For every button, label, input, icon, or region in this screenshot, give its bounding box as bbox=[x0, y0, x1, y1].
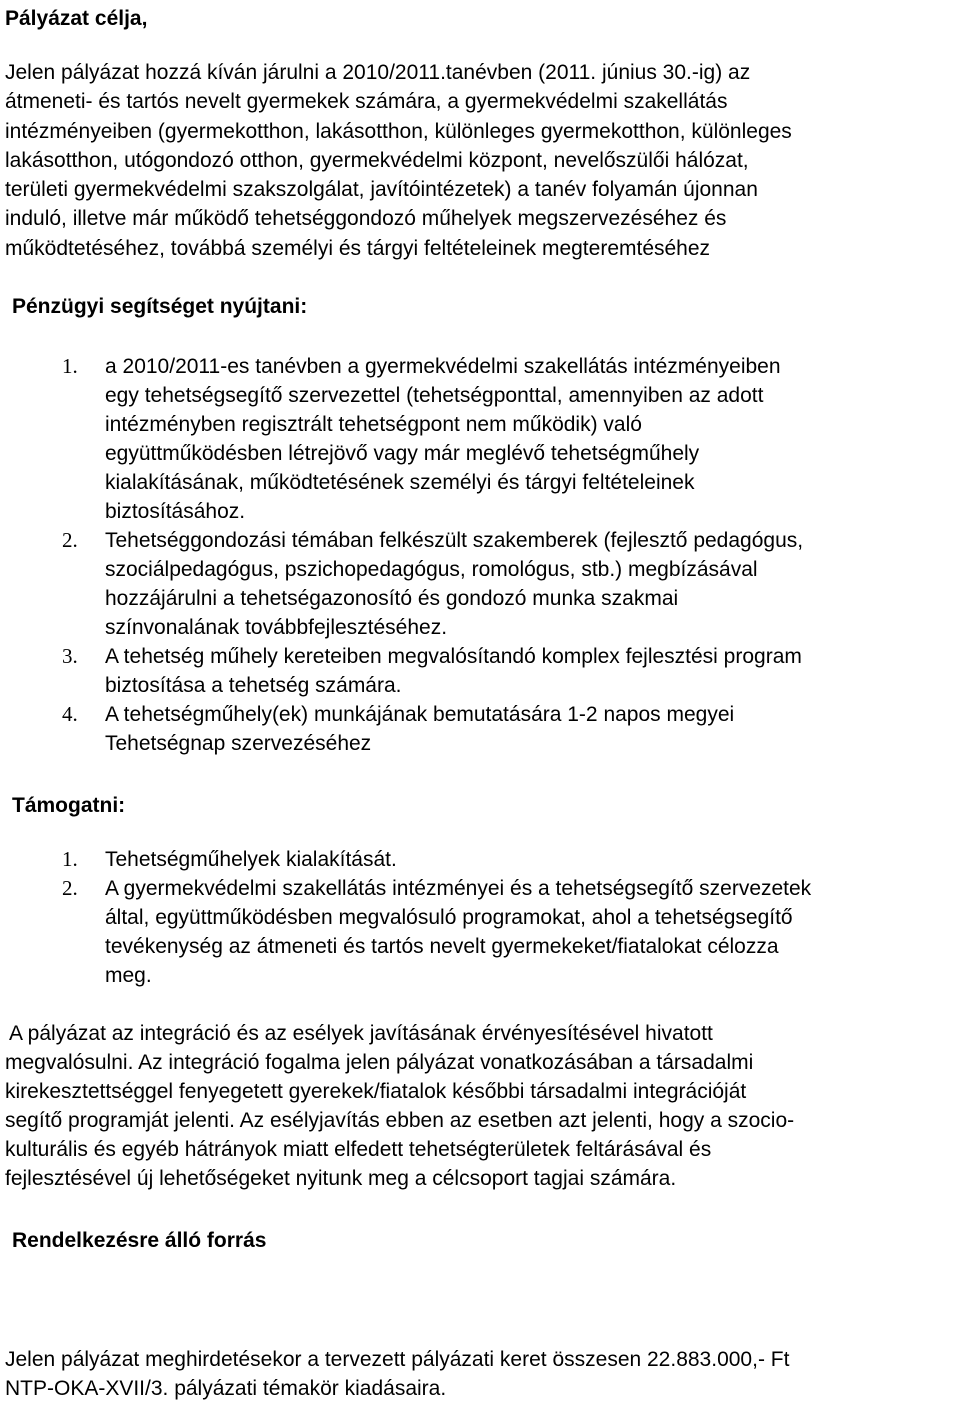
list-line: kialakításának, működtetésének személyi és tárgyi feltételeinek bbox=[105, 471, 695, 494]
list-item bbox=[62, 352, 960, 526]
list-item bbox=[62, 642, 960, 700]
tamogatni-list bbox=[62, 845, 960, 990]
intro-line: induló, illetve már működő tehetséggondozó műhelyek megszervezéséhez és bbox=[5, 207, 727, 231]
paragraph-line: kirekesztettséggel fenyegetett gyerekek/fiatalok későbbi társadalmi integrációját bbox=[5, 1080, 747, 1103]
list-line: egy tehetségsegítő szervezettel (tehetségponttal, amennyiben az adott bbox=[105, 384, 764, 407]
intro-line: Jelen pályázat hozzá kíván járulni a 2010/2011.tanévben (2011. június 30.-ig) az bbox=[5, 61, 751, 84]
paragraph-line: A pályázat az integráció és az esélyek javításának érvényesítésével hivatott bbox=[9, 1022, 713, 1045]
intro-line: lakásotthon, utógondozó otthon, gyermekvédelmi központ, nevelőszülői hálózat, bbox=[5, 148, 749, 172]
title-text: Pályázat célja, bbox=[5, 7, 148, 30]
paragraph-line: fejlesztésével új lehetőségeket nyitunk meg a célcsoport tagjai számára. bbox=[5, 1167, 677, 1190]
page-title bbox=[5, 4, 960, 33]
intro-line: területi gyermekvédelmi szakszolgálat, javítóintézetek) a tanév folyamán újonnan bbox=[5, 178, 758, 202]
list-line: biztosítása a tehetség számára. bbox=[105, 674, 402, 697]
list-number: 2. bbox=[62, 528, 78, 552]
penzugyi-list bbox=[62, 352, 960, 758]
list-line: A gyermekvédelmi szakellátás intézményei és a tehetségsegítő szervezetek bbox=[105, 877, 812, 900]
list-line: által, együttműködésben megvalósuló programokat, ahol a tehetségsegítő bbox=[105, 906, 793, 929]
list-line: színvonalának továbbfejlesztéséhez. bbox=[105, 616, 448, 639]
penzugyi-heading bbox=[12, 292, 960, 321]
forras-heading bbox=[12, 1226, 960, 1255]
tamogatni-heading bbox=[12, 791, 960, 820]
intro-line: működtetéséhez, továbbá személyi és tárgyi feltételeinek megteremtéséhez bbox=[5, 236, 711, 260]
list-line: A tehetség műhely kereteiben megvalósítandó komplex fejlesztési program bbox=[105, 645, 802, 668]
list-line: hozzájárulni a tehetségazonosító és gondozó munka szakmai bbox=[105, 587, 679, 610]
list-number: 1. bbox=[62, 847, 78, 871]
paragraph-line: NTP-OKA-XVII/3. pályázati témakör kiadásaira. bbox=[5, 1377, 447, 1400]
paragraph-line: kulturális és egyéb hátrányok miatt elfedett tehetségterületek feltárásával és bbox=[5, 1138, 712, 1161]
list-number: 2. bbox=[62, 876, 78, 900]
paragraph-line: megvalósulni. Az integráció fogalma jelen pályázat vonatkozásában a társadalmi bbox=[5, 1051, 754, 1074]
list-number: 4. bbox=[62, 702, 78, 726]
list-line: A tehetségműhely(ek) munkájának bemutatására 1-2 napos megyei bbox=[105, 703, 735, 726]
list-line: Tehetségnap szervezéséhez bbox=[105, 732, 372, 755]
penzugyi-heading-text: Pénzügyi segítséget nyújtani: bbox=[12, 295, 308, 318]
tamogatni-heading-text: Támogatni: bbox=[12, 794, 126, 817]
list-line: intézményben regisztrált tehetségpont nem működik) való bbox=[105, 413, 642, 436]
list-item bbox=[62, 845, 960, 874]
integration-paragraph bbox=[5, 1019, 960, 1193]
forras-paragraph bbox=[5, 1345, 960, 1403]
list-line: tevékenység az átmeneti és tartós nevelt gyermekeket/fiatalokat célozza bbox=[105, 935, 779, 958]
intro-paragraph bbox=[5, 58, 960, 263]
list-line: biztosításához. bbox=[105, 500, 246, 523]
paragraph-line: segítő programját jelenti. Az esélyjavítás ebben az esetben azt jelenti, hogy a szocio- bbox=[5, 1109, 795, 1132]
list-line: együttműködésben létrejövő vagy már meglévő tehetségműhely bbox=[105, 442, 700, 465]
list-line: Tehetségműhelyek kialakítását. bbox=[105, 848, 397, 871]
list-number: 1. bbox=[62, 354, 78, 378]
list-line: szociálpedagógus, pszichopedagógus, romológus, stb.) megbízásával bbox=[105, 558, 758, 581]
list-item bbox=[62, 700, 960, 758]
forras-heading-text: Rendelkezésre álló forrás bbox=[12, 1229, 267, 1252]
list-item bbox=[62, 526, 960, 642]
intro-line: átmeneti- és tartós nevelt gyermekek számára, a gyermekvédelmi szakellátás bbox=[5, 90, 728, 114]
list-item bbox=[62, 874, 960, 990]
list-line: meg. bbox=[105, 964, 152, 987]
list-number: 3. bbox=[62, 644, 78, 668]
intro-line: intézményeiben (gyermekotthon, lakásotthon, különleges gyermekotthon, különleges bbox=[5, 119, 792, 143]
list-line: Tehetséggondozási témában felkészült szakemberek (fejlesztő pedagógus, bbox=[105, 529, 804, 552]
list-line: a 2010/2011-es tanévben a gyermekvédelmi szakellátás intézményeiben bbox=[105, 355, 781, 378]
paragraph-line: Jelen pályázat meghirdetésekor a tervezett pályázati keret összesen 22.883.000,- Ft bbox=[5, 1348, 790, 1371]
